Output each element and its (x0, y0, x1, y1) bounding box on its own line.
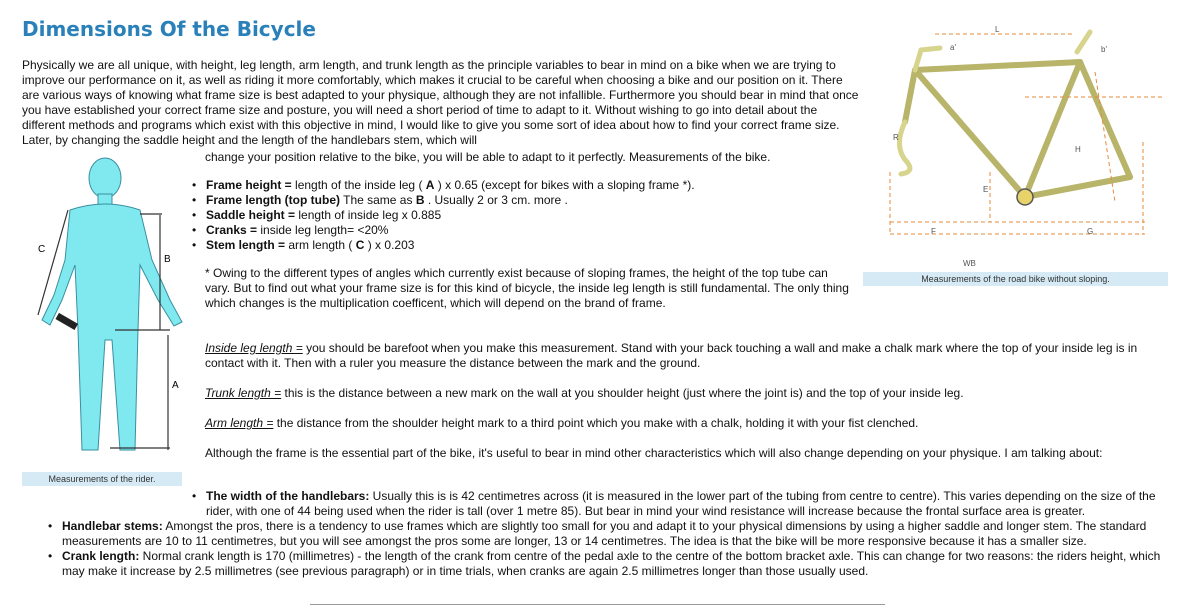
arm-paragraph: Arm length = the distance from the shoulder height mark to a third point which you make with a chalk, holding it with your fist clenched. (205, 416, 919, 430)
list-item-handlebar-stems: • Handlebar stems: Amongst the pros, there is a tendency to use frames which are slightly too small for you and adapt it to your physical dimensions by using a higher saddle and longer stem. The standard measurements are 10 to 11 centimetres, but you will see amongst the pros some are longer, 13 or 14 centimetres. The idea is that the bike will be more responsive because it has a smaller size. (48, 519, 1168, 549)
spec-frame-height: • Frame height = length of the inside leg ( A ) x 0.65 (except for bikes with a sloping frame *). (192, 178, 695, 193)
list-item-handlebar-width: • The width of the handlebars: Usually this is is 42 centimetres across (it is measured in the lower part of the tubing from centre to centre). This varies depending on the size of the rider, with one of 44 being used when the rider is tall (over 1 metre 85). But bear in mind your wind resistance will increase because the frontal surface area is greater. (192, 489, 1167, 519)
rider-illustration (20, 150, 200, 470)
rider-caption: Measurements of the rider. (22, 472, 182, 486)
label-g: G (1087, 227, 1094, 236)
rider-fist (55, 313, 78, 330)
frame-note-paragraph: Although the frame is the essential part of the bike, it's useful to bear in mind other characteristics which will also change depending on your physique. I am talking about: (205, 446, 1103, 460)
arm-term: Arm length = (205, 416, 274, 430)
intro-paragraph: Physically we are all unique, with height, leg length, arm length, and trunk length as the principle variables to bear in mind on a bike when we are trying to improve our performance on it, as well as riding it more comfortably, which makes it crucial to be careful when choosing a bike and our position on it. There are various ways of knowing what frame size is best adapted to your physique, although they are not infallible. Furthermore you should bear in mind that once you have established your correct frame size and posture, you will need a short period of time to adapt to it. Without wishing to go into detail about the different methods and programs which exist with this objective in mind, I would like to give you some sort of idea about how to find your correct frame size. Later, by changing the saddle height and the length of the handlebars stem, which will (22, 58, 859, 147)
label-f: F (931, 227, 936, 236)
rider-silhouette (42, 158, 182, 450)
spec-stem-length: • Stem length = arm length ( C ) x 0.203 (192, 238, 695, 253)
frame-spec-list (192, 178, 695, 253)
label-h: H (1075, 145, 1081, 154)
label-e: E (983, 185, 989, 194)
spec-saddle-height: • Saddle height = length of inside leg x 0.885 (192, 208, 695, 223)
intro-paragraph-end: change your position relative to the bike, you will be able to adapt to it perfectly. Measurements of the bike. (205, 150, 771, 164)
sloping-note: * Owing to the different types of angles which currently exist because of sloping frames, the height of the top tube can vary. But to find out what your frame size is for this kind of bicycle, the inside leg length is still fundamental. The only thing which changes is the multiplication coefficent, which will depend on the brand of frame. (205, 266, 849, 310)
spec-frame-length: • Frame length (top tube) The same as B . Usually 2 or 3 cm. more . (192, 193, 695, 208)
spec-cranks: • Cranks = inside leg length= <20% (192, 223, 695, 238)
bike-diagram (865, 22, 1167, 270)
component-list (48, 519, 1168, 579)
label-r: R (893, 133, 899, 142)
page-title: Dimensions Of the Bicycle (22, 17, 316, 41)
label-c: C (38, 244, 46, 255)
label-b-prime: b' (1101, 45, 1107, 54)
list-item-crank-length: • Crank length: Normal crank length is 170 (millimetres) - the length of the crank from centre of the pedal axle to the centre of the bottom bracket axle. This can change for two reasons: the riders height, which may make it increase by 2.5 millimetres (see previous paragraph) or in time trials, when cranks are again 2.5 millimetres longer than those usually used. (48, 549, 1168, 579)
handlebar-list (192, 489, 1167, 519)
inside-leg-term: Inside leg length = (205, 341, 303, 355)
divider (310, 604, 885, 605)
trunk-term: Trunk length = (205, 386, 282, 400)
trunk-paragraph: Trunk length = this is the distance between a new mark on the wall at you shoulder height (just where the joint is) and the top of your inside leg. (205, 386, 964, 400)
label-l: L (995, 25, 1000, 34)
inside-leg-paragraph: Inside leg length = you should be barefoot when you make this measurement. Stand with your back touching a wall and make a chalk mark where the top of your inside leg is in contact with it. Then with a ruler you measure the distance between the mark and the ground. (205, 341, 1138, 370)
label-b: B (164, 254, 171, 265)
label-a: A (172, 380, 179, 391)
label-a-prime: a' (950, 43, 956, 52)
bike-caption: Measurements of the road bike without sloping. (863, 272, 1168, 286)
label-wb: WB (963, 259, 976, 268)
bottom-bracket (1017, 189, 1033, 205)
